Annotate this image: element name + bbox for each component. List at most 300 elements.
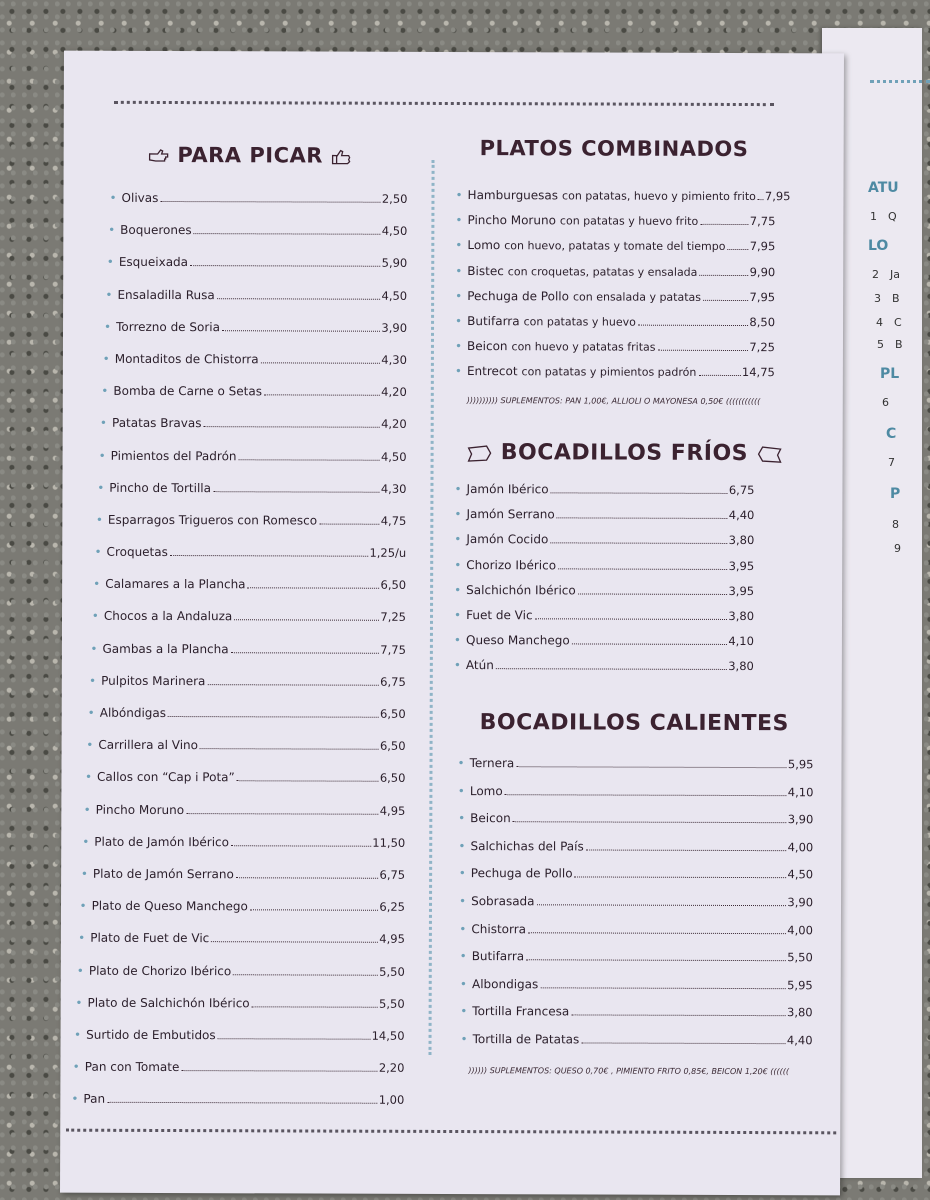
item-price: 3,80 [728, 608, 755, 623]
menu-item [107, 255, 408, 288]
item-name: Surtido de Embutidos [86, 1027, 216, 1043]
item-price: 6,50 [380, 706, 406, 721]
dot-leader [217, 298, 381, 300]
item-price: 7,25 [380, 610, 407, 625]
bocadillos-frios-list [454, 482, 755, 685]
item-price: 4,10 [787, 784, 814, 799]
menu-item [459, 922, 813, 951]
menu-item [77, 963, 405, 996]
dot-leader [638, 325, 749, 326]
dotted-rule [870, 80, 930, 83]
pointing-hand-icon [148, 148, 170, 164]
item-price: 4,50 [787, 867, 814, 882]
menu-item [103, 352, 407, 385]
menu-item [75, 995, 404, 1028]
item-name: Jamón Cocido [466, 532, 549, 547]
dot-leader [248, 588, 380, 589]
item-price: 3,80 [728, 533, 755, 548]
dot-leader [319, 523, 380, 524]
right-number: 2 [872, 268, 879, 281]
right-number: 9 [894, 542, 901, 555]
item-name: Torrezno de Soria [116, 319, 221, 334]
item-price: 14,50 [371, 1028, 405, 1043]
dot-leader [703, 300, 749, 301]
item-price: 4,95 [379, 932, 405, 947]
item-price: 6,75 [728, 482, 755, 498]
flag-icon [756, 445, 782, 463]
menu-item [460, 977, 813, 1006]
dot-leader [160, 201, 380, 203]
right-letter: Q [888, 210, 897, 223]
dot-leader [207, 684, 379, 686]
item-name: Chistorra [471, 921, 527, 936]
item-price: 5,95 [787, 757, 814, 772]
dot-leader [698, 375, 741, 376]
item-price: 3,90 [381, 320, 408, 335]
menu-item [92, 609, 406, 642]
bullet-icon: • [455, 313, 463, 328]
bullet-icon: • [104, 319, 112, 334]
menu-item [460, 949, 813, 978]
menu-item [109, 191, 407, 224]
bullet-icon: • [98, 448, 106, 463]
item-name: Pan [83, 1091, 106, 1107]
item-name: Fuet de Vic [466, 607, 533, 623]
item-price: 4,00 [787, 922, 813, 937]
para-picar-heading [148, 143, 353, 168]
bullet-icon: • [455, 288, 463, 303]
right-heading: P [890, 486, 901, 502]
item-name: Hamburguesas [467, 188, 559, 203]
item-name: Plato de Jamón Ibérico [94, 834, 230, 849]
item-price: 3,90 [787, 812, 814, 827]
dot-leader [557, 518, 728, 520]
menu-item [93, 577, 406, 610]
bullet-icon: • [74, 1027, 82, 1042]
dot-leader [194, 233, 381, 235]
menu-item [84, 802, 406, 835]
dot-leader [213, 491, 380, 493]
platos-combinados-list [454, 188, 791, 391]
menu-item [454, 583, 754, 609]
menu-item [105, 287, 407, 320]
bullet-icon: • [454, 532, 462, 547]
item-price: 4,50 [381, 288, 408, 303]
item-name: Plato de Fuet de Vic [90, 931, 210, 946]
dot-leader [239, 459, 380, 460]
dot-leader [231, 652, 380, 654]
menu-item [455, 289, 775, 315]
dot-leader [537, 904, 787, 906]
item-name: Tortilla Francesa [472, 1004, 570, 1019]
item-price: 4,95 [379, 803, 406, 818]
menu-item [88, 706, 406, 739]
top-dotted-rule [114, 101, 774, 106]
item-price: 6,75 [380, 674, 406, 689]
bullet-icon: • [75, 995, 83, 1010]
bullet-icon: • [460, 1031, 468, 1046]
item-price: 4,00 [787, 839, 814, 855]
menu-item [458, 839, 813, 868]
bullet-icon: • [90, 641, 98, 656]
item-name: Chorizo Ibérico [466, 557, 557, 572]
right-number: 5 [877, 338, 884, 351]
item-price: 5,50 [787, 950, 813, 965]
dot-leader [250, 909, 379, 910]
bullet-icon: • [97, 480, 105, 495]
bocadillos-calientes-note: )))))) SUPLEMENTOS: QUESO 0,70€ , PIMIENTO FRITO 0,85€, BEICON 1,20€ (((((( [468, 1066, 790, 1077]
menu-item [454, 633, 754, 659]
dot-leader [540, 987, 786, 989]
thumbs-up-icon [331, 149, 353, 165]
item-price: 7,75 [749, 214, 776, 229]
dot-leader [551, 492, 728, 494]
menu-item [73, 1060, 405, 1093]
item-name: Salchichas del País [470, 838, 584, 854]
bullet-icon: • [453, 658, 461, 673]
bullet-icon: • [87, 705, 95, 720]
dot-leader [170, 555, 369, 557]
bullet-icon: • [459, 893, 467, 909]
menu-item [86, 738, 405, 771]
right-number: 8 [892, 518, 899, 531]
menu-item [454, 532, 754, 558]
dot-leader [231, 845, 371, 846]
bullet-icon: • [454, 482, 462, 497]
item-price: 11,50 [372, 835, 406, 850]
menu-item [455, 339, 775, 365]
item-name: Salchichón Ibérico [466, 582, 576, 598]
item-name: Chocos a la Andaluza [103, 609, 233, 624]
dot-leader [233, 974, 378, 976]
item-price: 3,90 [787, 895, 814, 910]
item-price: 6,50 [379, 738, 406, 754]
menu-item [94, 545, 406, 578]
item-description: con ensalada y patatas [572, 290, 702, 304]
dot-leader [550, 543, 727, 545]
right-letter: B [895, 338, 903, 351]
menu-item [454, 482, 754, 508]
para-picar-title: PARA PICAR [177, 143, 323, 168]
menu-item [460, 1004, 813, 1033]
item-price: 4,10 [728, 634, 754, 649]
item-price: 3,80 [787, 1005, 813, 1020]
item-price: 6,50 [380, 578, 407, 593]
item-name: Butifarra [467, 313, 520, 329]
item-name: Sobrasada [471, 894, 535, 909]
dot-leader [658, 350, 749, 351]
item-description: con patatas y huevo frito [559, 214, 699, 229]
item-name: Pechuga de Pollo [467, 288, 570, 304]
item-description: con huevo y patatas fritas [511, 340, 656, 354]
item-price: 3,95 [728, 558, 755, 573]
bullet-icon: • [460, 1004, 468, 1019]
dot-leader [727, 249, 748, 250]
item-name: Pechuga de Pollo [470, 866, 573, 881]
item-name: Lomo [467, 238, 501, 253]
menu-item [455, 238, 775, 264]
dot-leader [700, 224, 749, 225]
item-name: Tortilla de Patatas [472, 1032, 580, 1047]
menu-item [455, 264, 775, 290]
left-menu-page [60, 51, 844, 1196]
bullet-icon: • [79, 898, 87, 913]
dot-leader [528, 932, 786, 934]
bullet-icon: • [458, 811, 466, 826]
bullet-icon: • [455, 263, 463, 278]
bullet-icon: • [101, 383, 109, 398]
item-price: 7,95 [764, 189, 791, 204]
item-name: Beicon [470, 811, 511, 826]
item-name: Jamón Serrano [466, 507, 555, 522]
item-name: Pincho Moruno [467, 213, 556, 228]
item-name: Jamón Ibérico [466, 482, 549, 497]
bullet-icon: • [93, 576, 101, 592]
item-price: 14,75 [741, 365, 775, 380]
menu-item [98, 448, 406, 481]
item-name: Pulpitos Marinera [101, 673, 206, 688]
item-price: 2,50 [381, 191, 408, 206]
bocadillos-calientes-list [456, 756, 813, 1061]
bullet-icon: • [86, 737, 94, 752]
dot-leader [264, 394, 380, 395]
dot-leader [586, 849, 787, 851]
item-description: con patatas y pimientos padrón [521, 365, 697, 380]
item-price: 5,90 [381, 256, 408, 271]
item-price: 7,95 [749, 289, 776, 304]
bullet-icon: • [71, 1091, 79, 1106]
bullet-icon: • [84, 770, 93, 785]
dot-leader [526, 959, 786, 961]
bullet-icon: • [91, 609, 99, 624]
item-name: Gambas a la Plancha [102, 641, 229, 656]
item-name: Esparragos Trigueros con Romesco [107, 512, 318, 528]
dot-leader [535, 618, 728, 620]
dot-leader [575, 877, 787, 879]
bocadillos-calientes-heading: BOCADILLOS CALIENTES [479, 710, 789, 737]
menu-item [82, 834, 405, 867]
menu-item [458, 811, 813, 840]
bullet-icon: • [453, 633, 462, 648]
menu-item [85, 770, 406, 803]
bullet-icon: • [106, 255, 114, 270]
dot-leader [222, 330, 380, 332]
item-name: Atún [465, 658, 494, 673]
item-price: 4,30 [380, 481, 407, 496]
right-number: 7 [888, 456, 895, 469]
bullet-icon: • [455, 188, 463, 203]
item-price: 3,95 [728, 583, 755, 598]
item-name: Pan con Tomate [84, 1059, 180, 1075]
menu-item [454, 558, 754, 584]
bullet-icon: • [455, 213, 463, 228]
item-name: Boquerones [120, 223, 192, 238]
item-name: Esqueixada [118, 255, 189, 270]
dot-leader [234, 620, 379, 622]
dot-leader [699, 274, 748, 275]
menu-item [104, 320, 407, 353]
bullet-icon: • [95, 512, 103, 527]
item-price: 4,50 [380, 449, 407, 464]
bullet-icon: • [457, 783, 465, 798]
right-number: 6 [882, 396, 889, 409]
item-price: 9,90 [749, 264, 776, 279]
bullet-icon: • [454, 507, 462, 522]
item-name: Ternera [469, 756, 515, 771]
bullet-icon: • [99, 416, 108, 431]
dot-leader [516, 766, 787, 768]
dot-leader [211, 941, 378, 943]
item-name: Plato de Salchichón Ibérico [87, 995, 250, 1010]
dot-leader [218, 1038, 371, 1040]
platos-combinados-note: )))))))))) SUPLEMENTOS: PAN 1,00€, ALLIOLI O MAYONESA 0,50€ ((((((((((( [466, 396, 761, 407]
bullet-icon: • [454, 582, 462, 597]
dot-leader [200, 748, 379, 750]
item-price: 7,75 [380, 642, 406, 657]
dot-leader [581, 1042, 786, 1044]
bullet-icon: • [455, 238, 463, 253]
right-heading: ATU [868, 180, 899, 196]
item-price: 4,50 [381, 223, 408, 239]
menu-item [89, 674, 406, 707]
item-name: Callos con “Cap i Pota” [97, 770, 235, 785]
menu-item [459, 894, 813, 923]
item-description: con patatas, huevo y pimiento frito [562, 189, 756, 204]
menu-item [455, 213, 775, 239]
dot-leader [496, 668, 727, 670]
item-price: 6,75 [379, 867, 406, 882]
dot-leader [237, 781, 379, 782]
dot-leader [513, 821, 787, 823]
dot-leader [190, 265, 381, 267]
bullet-icon: • [458, 866, 466, 881]
right-number: 3 [874, 292, 881, 305]
right-number: 4 [876, 316, 883, 329]
dot-leader [168, 716, 379, 718]
item-name: Pincho Moruno [95, 802, 185, 817]
bullet-icon: • [80, 866, 88, 881]
bocadillos-frios-title: BOCADILLOS FRÍOS [500, 440, 749, 467]
item-name: Bistec [467, 263, 504, 278]
menu-item [454, 658, 754, 684]
item-name: Entrecot [466, 364, 518, 379]
item-name: Ensaladilla Rusa [117, 287, 215, 302]
bullet-icon: • [454, 339, 463, 354]
menu-item [108, 223, 407, 256]
bullet-icon: • [109, 190, 117, 205]
item-name: Plato de Chorizo Ibérico [88, 963, 232, 978]
dot-leader [203, 426, 380, 428]
dot-leader [571, 1015, 786, 1017]
item-price: 4,40 [728, 508, 755, 523]
bullet-icon: • [102, 351, 110, 366]
bullet-icon: • [72, 1059, 80, 1074]
item-price: 6,25 [379, 899, 406, 914]
item-name: Croquetas [106, 544, 168, 560]
bullet-icon: • [89, 673, 97, 688]
dot-leader [186, 813, 379, 815]
menu-item [96, 513, 407, 546]
bullet-icon: • [454, 607, 462, 622]
item-price: 5,95 [787, 977, 813, 993]
dot-leader [261, 362, 381, 363]
menu-item [457, 756, 813, 785]
item-price: 8,50 [749, 314, 776, 330]
menu-item [460, 1032, 812, 1061]
item-name: Carrillera al Vino [98, 737, 199, 753]
item-price: 7,25 [749, 340, 775, 355]
dot-leader [252, 1006, 378, 1007]
menu-item [101, 384, 407, 417]
menu-item [455, 314, 775, 340]
bocadillos-frios-heading [467, 440, 783, 466]
menu-item [458, 784, 814, 813]
menu-item [74, 1028, 405, 1061]
menu-item [97, 480, 406, 513]
item-price: 1,25/u [369, 545, 407, 560]
item-price: 4,20 [381, 384, 407, 399]
bullet-icon: • [94, 544, 102, 559]
item-name: Albondigas [471, 976, 539, 992]
item-name: Beicon [467, 339, 508, 354]
item-name: Queso Manchego [465, 633, 570, 648]
item-name: Plato de Jamón Serrano [92, 866, 234, 882]
bullet-icon: • [78, 931, 86, 946]
item-price: 4,75 [380, 513, 407, 528]
dot-leader [181, 1070, 377, 1072]
dot-leader [107, 1102, 378, 1104]
item-price: 7,95 [749, 239, 776, 254]
right-heading: LO [868, 238, 889, 254]
bullet-icon: • [459, 921, 467, 936]
para-picar-list [68, 191, 407, 1126]
bullet-icon: • [76, 963, 84, 978]
item-price: 1,00 [378, 1092, 405, 1108]
item-description: con croquetas, patatas y ensalada [507, 264, 698, 279]
menu-item [81, 867, 405, 900]
dot-leader [236, 877, 379, 878]
right-number: 1 [870, 210, 877, 223]
right-heading: PL [880, 366, 900, 382]
item-name: Butifarra [471, 949, 525, 964]
item-name: Bomba de Carne o Setas [113, 383, 263, 399]
item-name: Olivas [121, 190, 159, 205]
item-price: 3,80 [728, 659, 754, 674]
bullet-icon: • [458, 838, 466, 853]
bullet-icon: • [454, 364, 462, 379]
item-price: 5,50 [379, 964, 405, 979]
bullet-icon: • [105, 287, 113, 302]
menu-item [71, 1092, 404, 1125]
flag-icon [467, 444, 493, 462]
menu-item [90, 641, 406, 674]
column-divider [428, 160, 434, 1055]
item-name: Plato de Queso Manchego [91, 898, 248, 914]
item-name: Albóndigas [99, 705, 167, 721]
menu-item [455, 364, 775, 390]
menu-item [459, 866, 814, 895]
right-letter: C [894, 316, 902, 329]
bullet-icon: • [454, 557, 462, 572]
bullet-icon: • [459, 976, 468, 991]
item-name: Pincho de Tortilla [109, 480, 212, 495]
bullet-icon: • [459, 949, 467, 964]
right-letter: Ja [890, 268, 900, 281]
item-description: con huevo, patatas y tomate del tiempo [504, 239, 726, 254]
dot-leader [558, 568, 728, 570]
menu-item [78, 931, 405, 964]
item-price: 4,40 [786, 1033, 813, 1048]
